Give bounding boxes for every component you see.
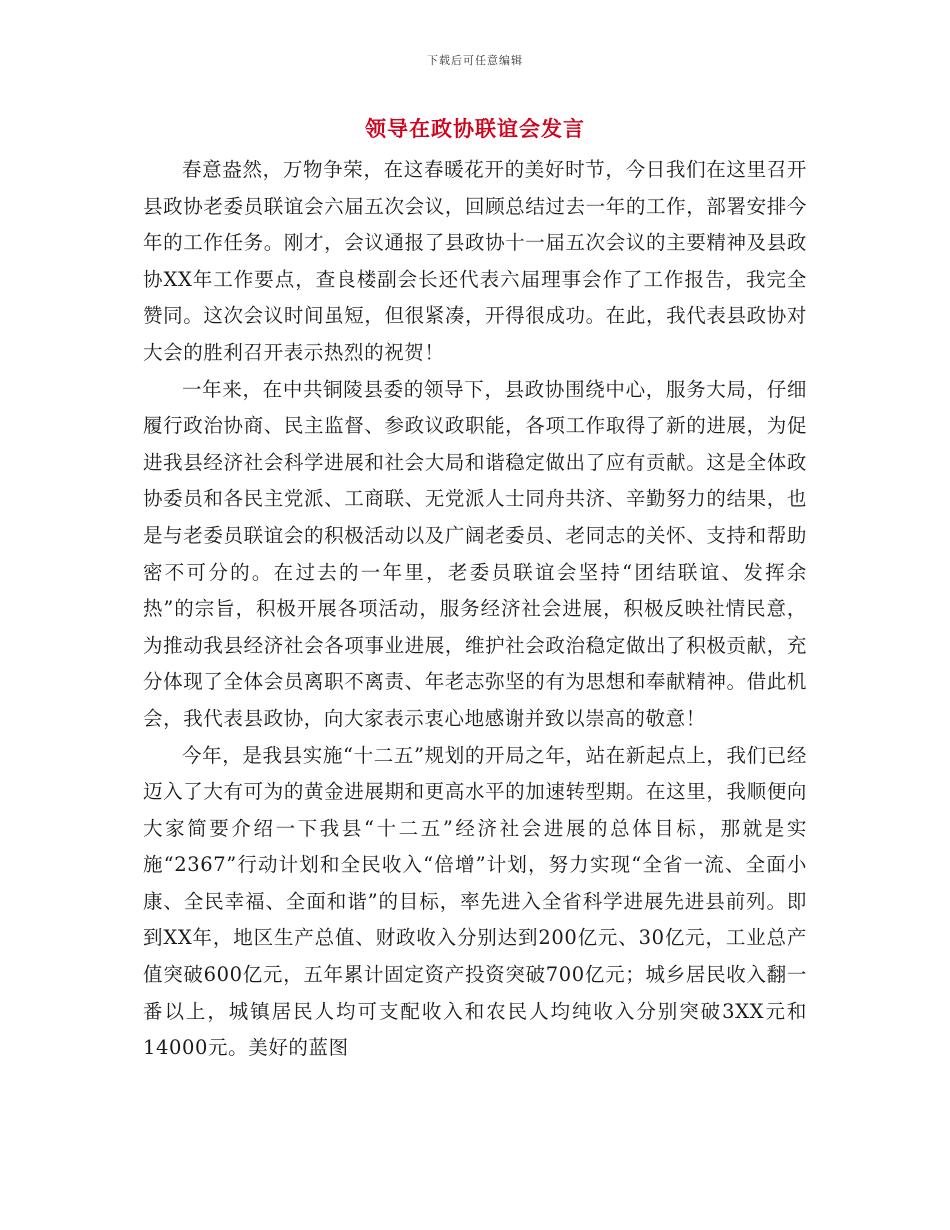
paragraph: 春意盎然，万物争荣，在这春暖花开的美好时节，今日我们在这里召开县政协老委员联谊会六届五次会议，回顾总结过去一年的工作，部署安排今年的工作任务。刚才，会议通报了县政协十一届五次会议的主要精神及县政协XX年工作要点，查良楼副会长还代表六届理事会作了工作报告，我完全赞同。这次会议时间虽短，但很紧凑，开得很成功。在此，我代表县政协对大会的胜利召开表示热烈的祝贺！ xyxy=(143,158,807,364)
header-note: 下载后可任意编辑 xyxy=(427,54,523,67)
paragraph: 今年，是我县实施“十二五”规划的开局之年，站在新起点上，我们已经迈入了大有可为的黄金进展期和更高水平的加速转型期。在这里，我顺便向大家简要介绍一下我县“十二五”经济社会进展的总体目标，那就是实施“2367”行动计划和全民收入“倍增”计划，努力实现“全省一流、全面小康、全民幸福、全面和谐”的目标，率先进入全省科学进展先进县前列。即到XX年，地区生产总值、财政收入分别达到200亿元、30亿元，工业总产值突破600亿元，五年累计固定资产投资突破700亿元；城乡居民收入翻一番以上，城镇居民人均可支配收入和农民人均纯收入分别突破3XX元和14000元。美好的蓝图 xyxy=(143,743,807,1060)
document-title: 领导在政协联谊会发言 xyxy=(365,116,585,141)
document-body xyxy=(143,152,807,1067)
paragraph: 一年来，在中共铜陵县委的领导下，县政协围绕中心，服务大局，仔细履行政治协商、民主监督、参政议政职能，各项工作取得了新的进展，为促进我县经济社会科学进展和社会大局和谐稳定做出了应有贡献。这是全体政协委员和各民主党派、工商联、无党派人士同舟共济、辛勤努力的结果，也是与老委员联谊会的积极活动以及广阔老委员、老同志的关怀、支持和帮助密不可分的。在过去的一年里，老委员联谊会坚持“团结联谊、发挥余热”的宗旨，积极开展各项活动，服务经济社会进展，积极反映社情民意，为推动我县经济社会各项事业进展，维护社会政治稳定做出了积极贡献，充分体现了全体会员离职不离责、年老志弥坚的有为思想和奉献精神。借此机会，我代表县政协，向大家表示衷心地感谢并致以崇高的敬意！ xyxy=(143,377,807,730)
